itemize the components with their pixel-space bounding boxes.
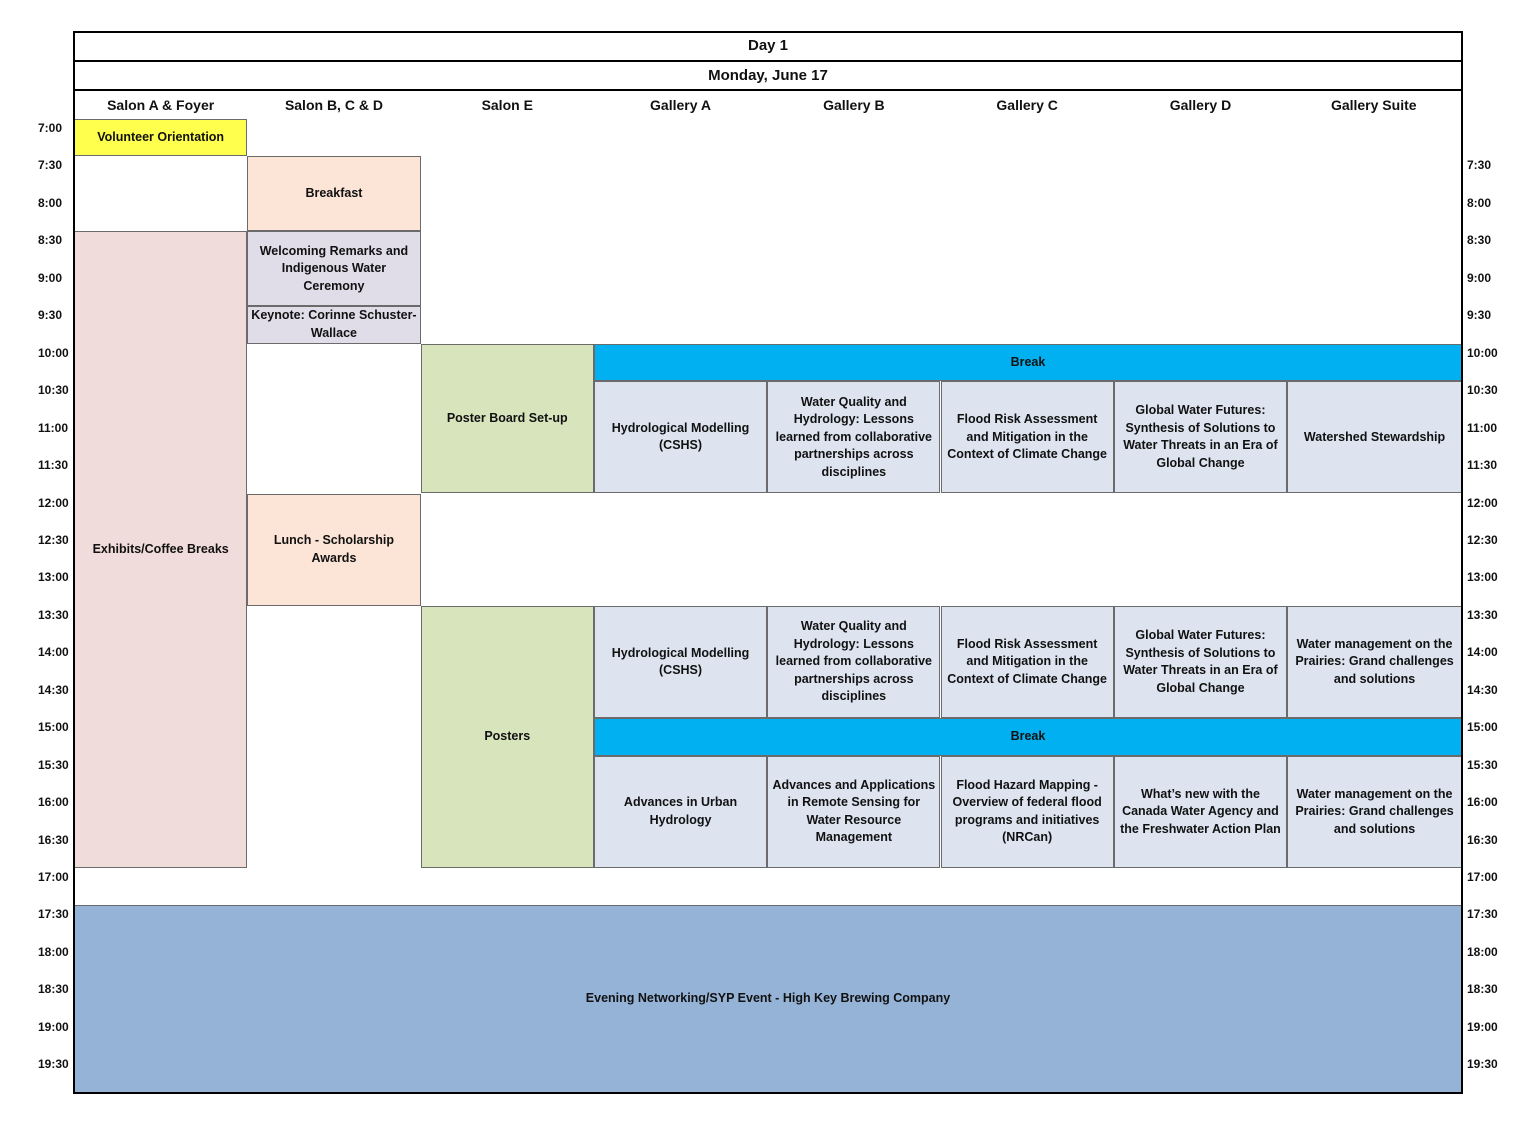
- time-label-left: 9:00: [38, 270, 63, 285]
- schedule-event[interactable]: [594, 344, 1462, 381]
- time-label-left: 7:00: [38, 121, 63, 135]
- schedule-event[interactable]: [74, 905, 1462, 1093]
- time-label-right: 10:00: [1467, 345, 1498, 360]
- schedule-event-label: Watershed Stewardship: [1303, 429, 1446, 444]
- time-label-left: 8:00: [38, 195, 63, 210]
- schedule-event-label: Water management on the Prairies: Grand challenges and solutions: [1295, 786, 1454, 836]
- schedule-event[interactable]: [594, 381, 767, 493]
- time-label-right: 12:30: [1467, 532, 1498, 547]
- time-label-right: 7:30: [1467, 158, 1492, 173]
- room-header: Gallery D: [1169, 96, 1232, 113]
- time-label-right: 19:00: [1467, 1019, 1498, 1034]
- room-header: Salon A & Foyer: [107, 96, 215, 113]
- schedule-event-label: Evening Networking/SYP Event - High Key Brewing Company: [585, 991, 951, 1006]
- schedule-event-label: Water Quality and Hydrology: Lessons learned from collaborative partnerships across disciplines: [775, 619, 932, 704]
- schedule-event[interactable]: [941, 756, 1114, 868]
- schedule-event[interactable]: [767, 381, 940, 493]
- schedule-event[interactable]: [767, 606, 940, 718]
- date-title-text: Monday, June 17: [708, 67, 828, 84]
- time-label-right: 13:30: [1467, 607, 1498, 622]
- schedule-event-label: Flood Risk Assessment and Mitigation in the Context of Climate Change: [947, 636, 1108, 686]
- time-label-right: 16:00: [1467, 795, 1498, 810]
- schedule-event[interactable]: [594, 756, 767, 868]
- schedule-event-label: Lunch - Scholarship Awards: [273, 533, 395, 565]
- schedule-event-label: Exhibits/Coffee Breaks: [92, 541, 229, 556]
- time-label-left: 16:00: [38, 795, 69, 810]
- time-label-right: 15:30: [1467, 757, 1498, 772]
- schedule-event[interactable]: [594, 718, 1462, 755]
- schedule-event-label: Global Water Futures: Synthesis of Solutions to Water Threats in an Era of Global Change: [1123, 403, 1278, 470]
- time-label-left: 14:30: [38, 682, 69, 697]
- day-title-text: Day 1: [747, 37, 789, 54]
- schedule-event[interactable]: [1114, 606, 1287, 718]
- schedule-event-label: Water Quality and Hydrology: Lessons learned from collaborative partnerships across disciplines: [775, 394, 932, 479]
- schedule-event[interactable]: [247, 231, 420, 306]
- schedule-event-label: Welcoming Remarks and Indigenous Water Ceremony: [259, 243, 409, 293]
- time-label-right: 9:00: [1467, 270, 1492, 285]
- time-label-right: 10:30: [1467, 383, 1498, 398]
- time-label-left: 8:30: [38, 233, 63, 248]
- room-header: Salon B, C & D: [284, 96, 383, 113]
- time-label-right: 8:00: [1467, 195, 1492, 210]
- room-header: Gallery C: [996, 96, 1058, 113]
- time-label-left: 14:00: [38, 645, 69, 660]
- schedule-event[interactable]: [941, 381, 1114, 493]
- schedule-event[interactable]: [421, 606, 594, 868]
- time-label-right: 14:00: [1467, 645, 1498, 660]
- time-label-left: 16:30: [38, 832, 69, 847]
- schedule-event-label: Flood Hazard Mapping - Overview of federal flood programs and initiatives (NRCan): [952, 777, 1102, 845]
- time-label-right: 14:30: [1467, 682, 1498, 697]
- time-label-left: 10:30: [38, 383, 69, 398]
- time-label-left: 13:30: [38, 607, 69, 622]
- schedule-event-label: Flood Risk Assessment and Mitigation in the Context of Climate Change: [947, 412, 1108, 462]
- time-label-right: 8:30: [1467, 233, 1492, 248]
- time-label-right: 17:00: [1467, 870, 1498, 884]
- schedule-event-label: Hydrological Modelling (CSHS): [611, 645, 750, 678]
- time-label-left: 13:00: [38, 570, 69, 585]
- schedule-event-label: Water management on the Prairies: Grand challenges and solutions: [1295, 636, 1454, 686]
- schedule-event-label: Volunteer Orientation: [97, 129, 225, 144]
- schedule-event[interactable]: [1114, 381, 1287, 493]
- time-label-right: 13:00: [1467, 570, 1498, 585]
- time-label-right: 15:00: [1467, 720, 1498, 735]
- schedule-event[interactable]: [1114, 756, 1287, 868]
- time-label-right: 9:30: [1467, 308, 1492, 323]
- time-label-right: 12:00: [1467, 495, 1498, 510]
- schedule-event-label: What’s new with the Canada Water Agency and the Freshwater Action Plan: [1120, 786, 1281, 836]
- time-label-right: 19:30: [1467, 1057, 1498, 1072]
- schedule-event-label: Keynote: Corinne Schuster-Wallace: [251, 308, 417, 340]
- schedule-event-label: Global Water Futures: Synthesis of Solutions to Water Threats in an Era of Global Change: [1123, 628, 1278, 695]
- schedule-event[interactable]: [941, 606, 1114, 718]
- time-label-left: 19:00: [38, 1019, 69, 1034]
- schedule-event[interactable]: [421, 344, 594, 494]
- room-header: Gallery A: [650, 96, 712, 113]
- time-label-left: 12:00: [38, 495, 69, 510]
- time-label-left: 17:30: [38, 907, 69, 922]
- time-label-left: 19:30: [38, 1057, 69, 1072]
- schedule-event[interactable]: [1287, 756, 1462, 868]
- time-label-right: 18:00: [1467, 944, 1498, 959]
- time-label-left: 15:00: [38, 720, 69, 735]
- day-title: [73, 31, 1463, 62]
- schedule-event[interactable]: [247, 156, 420, 231]
- schedule-event[interactable]: [1287, 381, 1462, 493]
- schedule-event-label: Advances and Applications in Remote Sensing for Water Resource Management: [772, 777, 936, 845]
- time-label-right: 16:30: [1467, 832, 1498, 847]
- schedule-event-label: Breakfast: [305, 186, 363, 201]
- time-label-left: 11:30: [38, 458, 69, 473]
- schedule-event-label: Poster Board Set-up: [446, 410, 568, 425]
- time-label-left: 7:30: [38, 158, 63, 173]
- time-label-right: 17:30: [1467, 907, 1498, 922]
- schedule-event-label: Advances in Urban Hydrology: [623, 795, 738, 827]
- time-label-left: 10:00: [38, 345, 69, 360]
- schedule-event[interactable]: [247, 306, 420, 343]
- time-label-left: 18:00: [38, 944, 69, 959]
- time-label-right: 11:00: [1467, 420, 1498, 435]
- schedule-event-label: Posters: [484, 729, 531, 744]
- time-label-left: 15:30: [38, 757, 69, 772]
- time-label-right: 18:30: [1467, 982, 1498, 997]
- time-label-left: 18:30: [38, 982, 69, 997]
- room-header: Gallery B: [823, 96, 885, 113]
- time-label-left: 9:30: [38, 308, 63, 323]
- schedule-event[interactable]: [247, 494, 420, 606]
- time-label-left: 12:30: [38, 532, 69, 547]
- room-header: Gallery Suite: [1330, 96, 1417, 113]
- room-header: Salon E: [481, 96, 533, 113]
- date-title: [73, 62, 1463, 91]
- schedule-event[interactable]: [594, 606, 767, 718]
- schedule-event[interactable]: [74, 231, 247, 868]
- schedule-event[interactable]: [74, 119, 247, 156]
- schedule-event[interactable]: [767, 756, 940, 868]
- schedule-event-label: Break: [1010, 354, 1046, 369]
- schedule-event-label: Hydrological Modelling (CSHS): [611, 420, 750, 453]
- time-label-left: 11:00: [38, 420, 69, 435]
- time-label-right: 11:30: [1467, 458, 1498, 473]
- time-label-left: 17:00: [38, 870, 69, 884]
- schedule-event-label: Break: [1010, 729, 1046, 744]
- schedule-event[interactable]: [1287, 606, 1462, 718]
